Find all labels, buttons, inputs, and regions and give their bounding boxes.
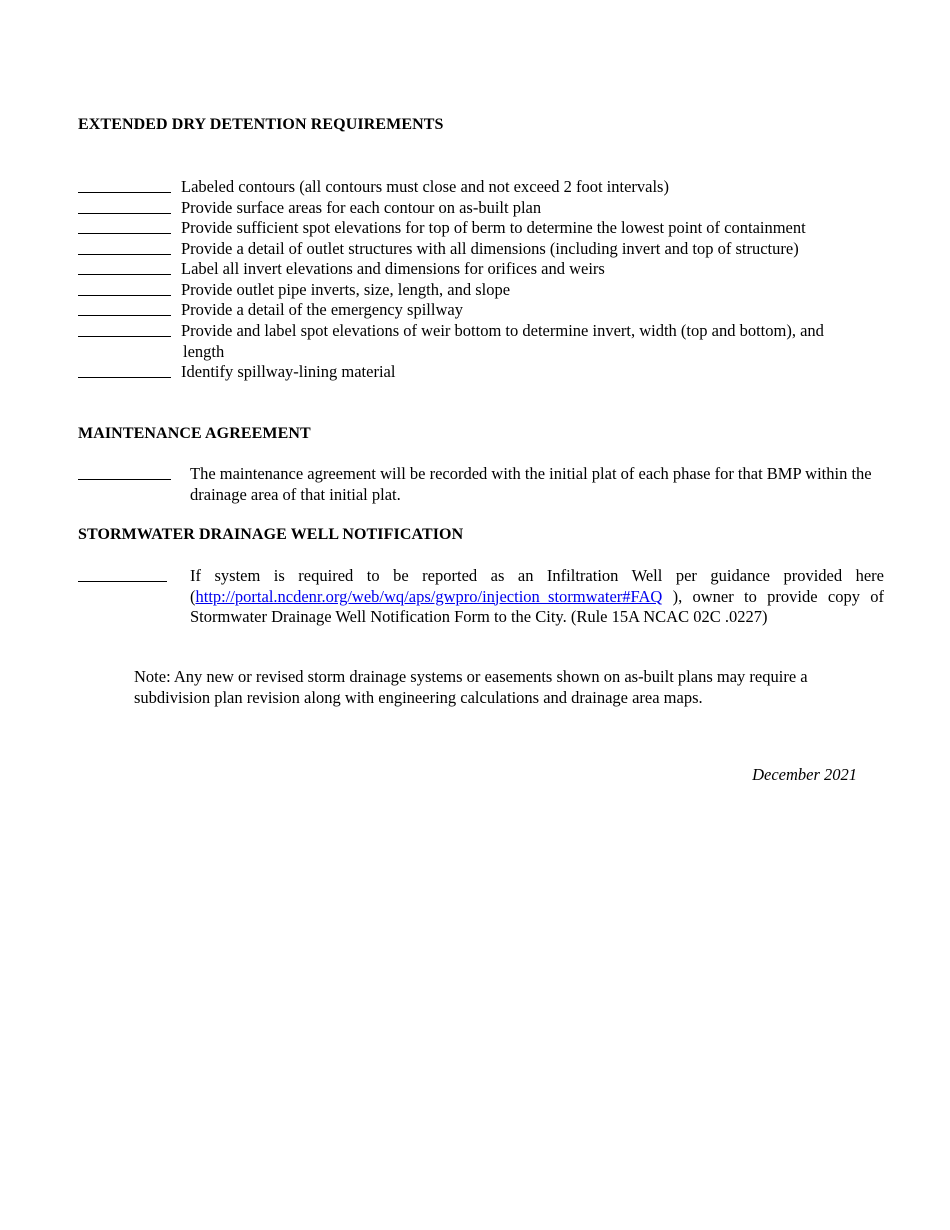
document-date: December 2021	[752, 765, 857, 784]
stormwater-text-before: If system is required to be reported as an Infiltration Well per guidance provided here (	[190, 566, 884, 606]
checkbox-blank[interactable]	[78, 218, 171, 234]
checklist-item-text	[181, 321, 884, 362]
checklist-item	[78, 177, 884, 198]
checklist-item	[78, 362, 884, 383]
checklist-item-text: Provide a detail of outlet structures with all dimensions (including invert and top of structure)	[181, 239, 799, 258]
checkbox-blank[interactable]	[78, 362, 171, 378]
checklist-item	[78, 321, 884, 362]
checklist-item	[78, 300, 884, 321]
checkbox-blank[interactable]	[78, 464, 171, 480]
revision-note: Note: Any new or revised storm drainage systems or easements shown on as-built plans may require a subdivision plan revision along with engineering calculations and drainage area maps.	[134, 667, 808, 707]
stormwater-text-after: ), owner to provide copy of Stormwater Drainage Well Notification Form to the City. (Rule 15A NCAC 02C .0227)	[190, 586, 884, 627]
checklist-item-text: Identify spillway-lining material	[181, 362, 396, 381]
stormwater-text	[190, 566, 884, 628]
checklist-item	[78, 280, 884, 301]
checkbox-blank[interactable]	[78, 239, 171, 255]
checklist-item-text: Provide sufficient spot elevations for top of berm to determine the lowest point of containment	[181, 218, 806, 237]
checkbox-blank[interactable]	[78, 321, 171, 337]
checkbox-blank[interactable]	[78, 177, 171, 193]
ncdenr-guidance-link[interactable]: http://portal.ncdenr.org/web/wq/aps/gwpro/injection_stormwater#FAQ	[195, 586, 663, 606]
checklist-item-text: Label all invert elevations and dimensions for orifices and weirs	[181, 259, 605, 278]
checklist-item	[78, 259, 884, 280]
checklist-item-text-continuation: length	[183, 341, 225, 361]
checkbox-blank[interactable]	[78, 259, 171, 275]
checklist-item-text-line: Provide and label spot elevations of weir bottom to determine invert, width (top and bottom), and	[181, 321, 824, 340]
checklist-item	[78, 198, 884, 219]
checklist-item-text: Provide surface areas for each contour on as-built plan	[181, 198, 542, 217]
checklist-item	[78, 239, 884, 260]
section-title-maintenance-agreement: MAINTENANCE AGREEMENT	[78, 425, 311, 442]
maintenance-text: The maintenance agreement will be recorded with the initial plat of each phase for that BMP within the drainage area of that initial plat.	[190, 464, 872, 504]
checkbox-blank[interactable]	[78, 566, 167, 582]
checklist-item-text: Provide a detail of the emergency spillway	[181, 300, 463, 319]
checklist-item-text: Labeled contours (all contours must close and not exceed 2 foot intervals)	[181, 177, 669, 196]
section-title-extended-dry-detention: EXTENDED DRY DETENTION REQUIREMENTS	[78, 116, 444, 133]
stormwater-item	[78, 566, 884, 628]
checklist-item	[78, 218, 884, 239]
checkbox-blank[interactable]	[78, 300, 171, 316]
checkbox-blank[interactable]	[78, 198, 171, 214]
maintenance-item	[78, 464, 884, 505]
section-title-stormwater-drainage-well: STORMWATER DRAINAGE WELL NOTIFICATION	[78, 526, 464, 543]
checklist-item-text: Provide outlet pipe inverts, size, length, and slope	[181, 280, 511, 299]
checkbox-blank[interactable]	[78, 280, 171, 296]
